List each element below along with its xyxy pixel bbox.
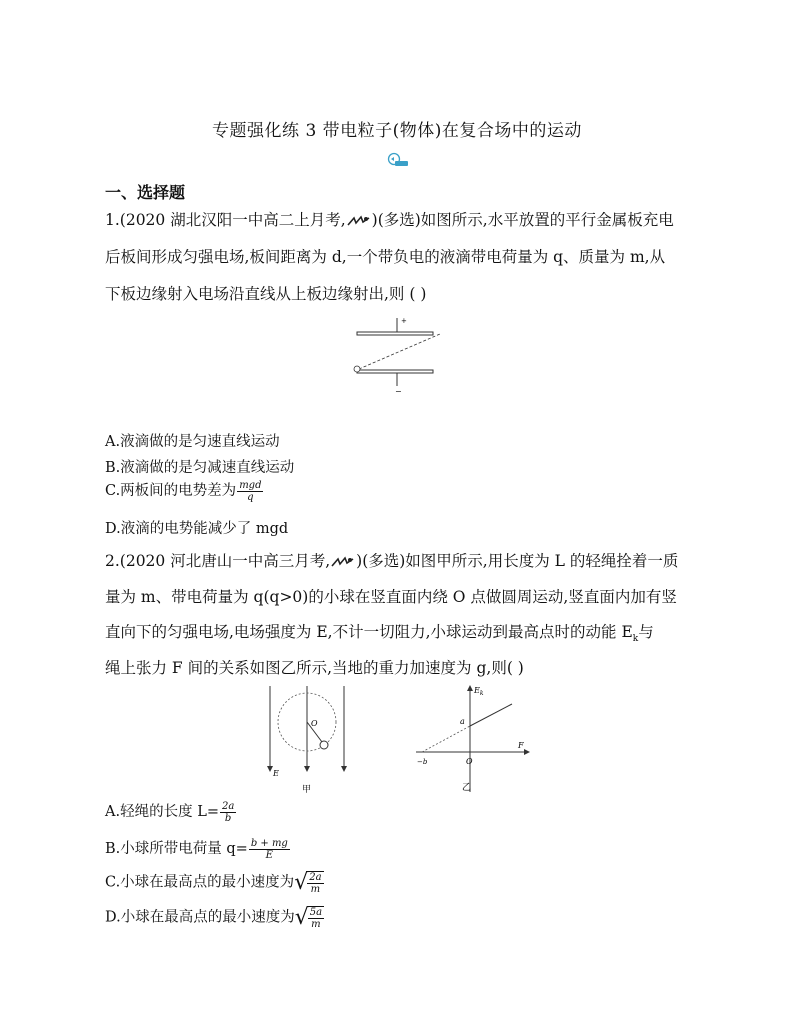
q2-figure-yi <box>412 684 532 796</box>
q2-stem-line-1: 2.(2020 河北唐山一中高三月考, )(多选)如图甲所示,用长度为 L 的轻绳拴着一质 <box>105 552 679 570</box>
page-title: 专题强化练 3 带电粒子(物体)在复合场中的运动 <box>212 121 582 141</box>
caption-yi: 乙 <box>462 783 472 793</box>
label-F: F <box>518 741 524 750</box>
q1-option-b[interactable]: B.液滴做的是匀减速直线运动 <box>105 460 295 476</box>
caption-jia: 甲 <box>302 785 312 795</box>
label-E: E <box>273 769 279 778</box>
q2-option-d[interactable]: D.小球在最高点的最小速度为√ $\frac{5a}{m}$ <box>105 905 323 930</box>
q2-figure-jia <box>262 684 352 796</box>
section-heading: 一、选择题 <box>105 183 186 202</box>
plus-sign: + <box>401 317 407 325</box>
ek-f-line <box>470 704 512 726</box>
label-minus-b: −b <box>417 758 428 766</box>
q1-option-a[interactable]: A.液滴做的是匀速直线运动 <box>105 434 280 450</box>
minus-sign: − <box>395 387 402 396</box>
ball <box>320 741 328 749</box>
q2-stem-line-2: 量为 m、带电荷量为 q(q>0)的小球在竖直面内绕 O 点做圆周运动,竖直面内加有竖 <box>105 588 677 606</box>
q1-stem-line-3: 下板边缘射入电场沿直线从上板边缘射出,则 ( ) <box>105 285 427 303</box>
video-icon[interactable] <box>385 152 409 168</box>
q1-plates-diagram <box>345 312 450 397</box>
label-O: O <box>466 757 473 766</box>
droplet <box>354 366 360 372</box>
q2-stem-line-4: 绳上张力 F 间的关系如图乙所示,当地的重力加速度为 g,则( ) <box>105 659 524 677</box>
q1-stem-line-1: 1.(2020 湖北汉阳一中高二上月考, )(多选)如图所示,水平放置的平行金属板充电 <box>105 211 674 229</box>
label-O: O <box>311 719 318 728</box>
difficulty-star-icon <box>346 215 372 227</box>
label-a: a <box>460 717 465 726</box>
q1-stem-line-2: 后板间形成匀强电场,板间距离为 d,一个带负电的液滴带电荷量为 q、质量为 m,从 <box>105 248 666 266</box>
q1-option-c[interactable]: C.两板间的电势差为 $\frac{\text{mgd}}{q}$ <box>105 479 262 503</box>
upper-plate <box>357 332 433 335</box>
q2-option-b[interactable]: B.小球所带电荷量 q= $\frac{b + mg}{E}$ <box>105 837 288 861</box>
lower-plate <box>357 370 433 373</box>
q2-stem-line-3: 直向下的匀强电场,电场强度为 E,不计一切阻力,小球运动到最高点时的动能 $E_k$与 <box>105 623 654 645</box>
q2-option-a[interactable]: A.轻绳的长度 L= $\frac{2a}{b}$ <box>105 800 235 824</box>
droplet-path <box>359 334 440 369</box>
q2-option-c[interactable]: C.小球在最高点的最小速度为√ $\frac{2a}{m}$ <box>105 870 322 895</box>
difficulty-star-icon <box>330 556 356 568</box>
q1-option-d[interactable]: D.液滴的电势能减少了 mgd <box>105 521 289 537</box>
extension-line <box>422 726 470 752</box>
label-Ek: $E_k$ <box>474 686 484 697</box>
